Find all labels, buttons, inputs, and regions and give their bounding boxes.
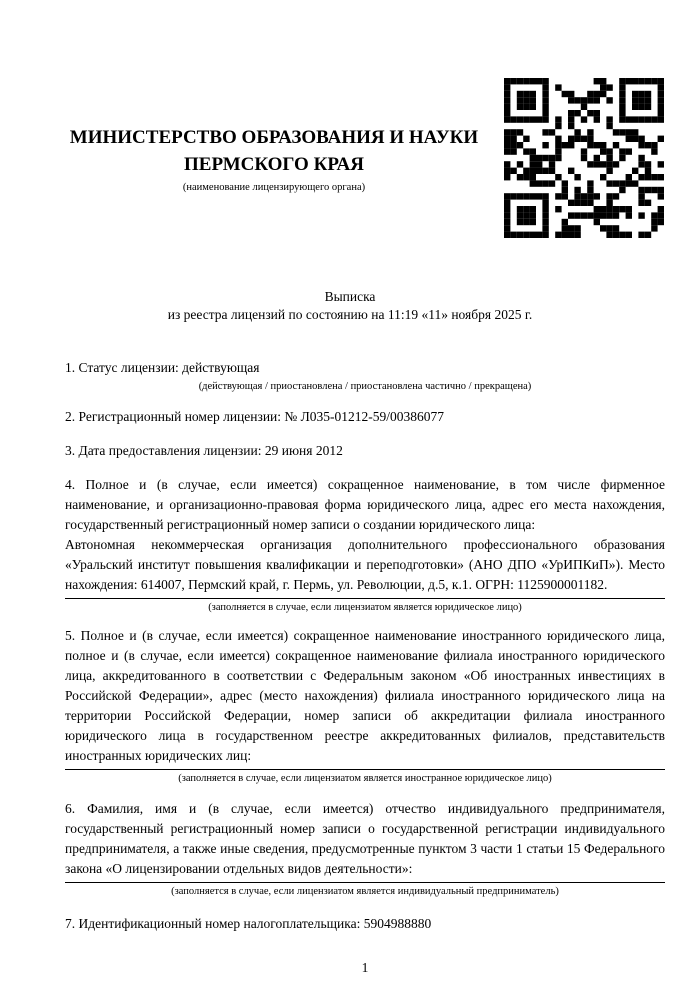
grant-date-item — [65, 441, 665, 461]
page-number: 1 — [361, 960, 369, 975]
fill-line-rule — [65, 882, 665, 883]
inn-item — [65, 914, 665, 934]
ministry-name-line1: МИНИСТЕРСТВО ОБРАЗОВАНИЯ И НАУКИ — [69, 126, 479, 148]
registration-number-text: 2. Регистрационный номер лицензии: № Л035-01212-59/00386077 — [65, 409, 445, 424]
license-status-item — [65, 358, 665, 393]
legal-entity-note: (заполняется в случае, если лицензиатом является юридическое лицо) — [208, 602, 522, 613]
document-title-line1: Выписка — [324, 289, 376, 304]
status-options-note: (действующая / приостановлена / приостановлена частично / прекращена) — [198, 381, 532, 392]
document-title-line2: из реестра лицензий по состоянию на 11:19 «11» ноября 2025 г. — [167, 307, 533, 322]
foreign-entity-label: 5. Полное и (в случае, если имеется) сокращенное наименование иностранного юридического лица, полное и (в случае, если имеется) сокращенное наименование филиала иностранного юридического лица, аккредитованного в соответствии с Федеральным законом «Об иностранных инвестициях в Российской Федерации», адрес (место нахождения) филиала иностранного юридического лица на территории Российской Федерации, номер записи об аккредитации филиала иностранного юридического лица в государственном реестре аккредитованных филиалов, представительств иностранных юридических лиц: — [65, 628, 665, 763]
legal-entity-value: Автономная некоммерческая организация дополнительного профессионального образования «Уральский институт повышения квалификации и переподготовки» (АНО ДПО «УрИПКиП»). Место нахождения: 614007, Пермский край, г. Пермь, ул. Революции, д.5, к.1. ОГРН: 1125900001182. — [65, 537, 665, 592]
licensing-authority-block — [50, 124, 504, 193]
entrepreneur-note: (заполняется в случае, если лицензиатом является индивидуальный предприниматель) — [171, 886, 559, 897]
document-body — [0, 358, 700, 978]
ministry-name — [50, 124, 498, 178]
ministry-caption: (наименование лицензирующего органа) — [182, 181, 366, 193]
foreign-entity-item — [65, 626, 665, 785]
legal-entity-label: 4. Полное и (в случае, если имеется) сокращенное наименование, в том числе фирменное наименование, и организационно-правовая форма юридического лица, адрес его места нахождения, государственный регистрационный номер записи о создании юридического лица: — [65, 477, 665, 532]
fill-line-rule — [65, 769, 665, 770]
foreign-entity-note: (заполняется в случае, если лицензиатом является иностранное юридическое лицо) — [178, 773, 552, 784]
entrepreneur-label: 6. Фамилия, имя и (в случае, если имеется) отчество индивидуального предпринимателя, государственный регистрационный номер записи о государственной регистрации индивидуального предпринимателя, а также иные сведения, предусмотренные пунктом 3 части 1 статьи 15 Федерального закона «О лицензировании отдельных видов деятельности»: — [65, 801, 665, 876]
document-title — [0, 288, 700, 324]
grant-date-text: 3. Дата предоставления лицензии: 29 июня 2012 — [65, 443, 343, 458]
license-status-text: 1. Статус лицензии: действующая — [65, 360, 260, 375]
document-header — [0, 0, 700, 238]
ministry-name-line2: ПЕРМСКОГО КРАЯ — [184, 153, 364, 175]
entrepreneur-item — [65, 799, 665, 898]
qr-code-icon — [504, 78, 664, 238]
fill-line-rule — [65, 598, 665, 599]
legal-entity-item — [65, 475, 665, 614]
registration-number-item — [65, 407, 665, 427]
inn-text: 7. Идентификационный номер налогоплательщика: 5904988880 — [65, 916, 432, 931]
